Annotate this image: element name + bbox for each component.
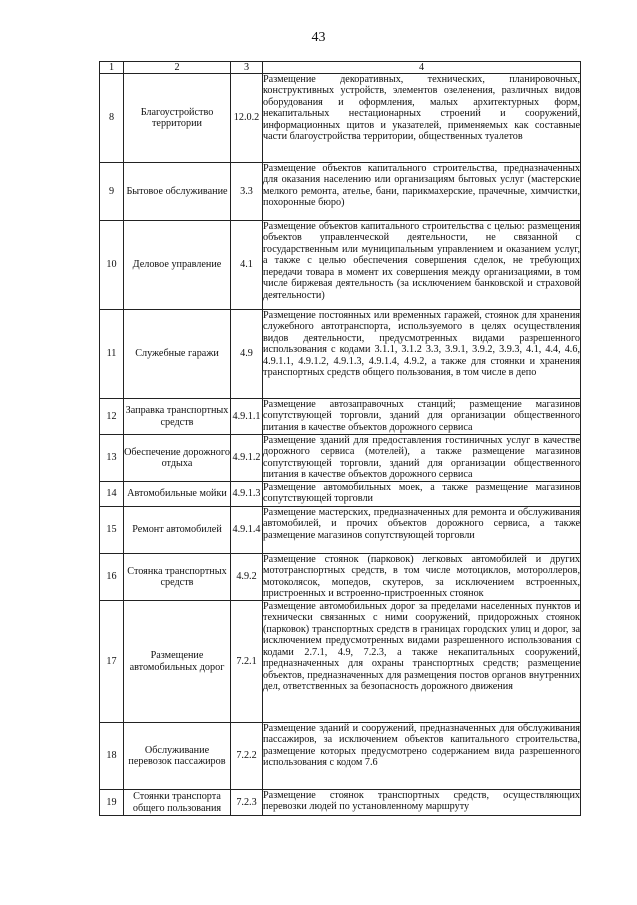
land-use-code: 7.2.1 xyxy=(231,601,263,723)
land-use-name: Заправка транспортных средств xyxy=(124,399,231,435)
header-col-1: 1 xyxy=(100,62,124,74)
table-row xyxy=(100,163,581,221)
land-use-description: Размещение постоянных или временных гаражей, стоянок для хранения служебного автотранспорта, используемого в целях осуществления видов деятельности, предусмотренных видами разрешенного использования с кодами 3.1.1, 3.1.2 3.3, 3.9.1, 3.9.2, 3.9.3, 4.1, 4.4, 4.6, 4.9.1.1, 4.9.1.2, 4.9.1.3, 4.9.1.4, 4.9.2, а также для стоянки и хранения транспортных средств общего пользования, в том числе в депо xyxy=(263,310,581,399)
land-use-name: Стоянка транспортных средств xyxy=(124,554,231,601)
table-row xyxy=(100,790,581,816)
land-use-name: Размещение автомобильных дорог xyxy=(124,601,231,723)
page-number: 43 xyxy=(311,30,326,45)
land-use-description: Размещение объектов капитального строительства с целью: размещения объектов управленческой деятельности, не связанной с государственным или муниципальным управлением и оказанием услуг, а также с целью обеспечения совершения сделок, не требующих передачи товара в момент их совершения между организациями, в том числе биржевая деятельность (за исключением банковской и страховой деятельности) xyxy=(263,221,581,310)
table-row xyxy=(100,74,581,163)
table-body xyxy=(100,74,581,816)
land-use-description: Размещение зданий и сооружений, предназначенных для обслуживания пассажиров, за исключением объектов капитального строительства, размещение которых предусмотрено содержанием вида разрешенного использования с кодом 7.6 xyxy=(263,723,581,790)
land-use-code: 4.9.2 xyxy=(231,554,263,601)
land-use-description: Размещение стоянок (парковок) легковых автомобилей и других мототранспортных средств, в том числе мотоциклов, мотороллеров, мотоколясок, мопедов, скутеров, за исключением встроенных, пристроенных и встроенно-пристроенных стоянок xyxy=(263,554,580,600)
land-use-description: Размещение зданий для предоставления гостиничных услуг в качестве дорожного сервиса (мотелей), а также размещение магазинов сопутствующей торговли, зданий для организации общественного питания в качестве объектов дорожного сервиса xyxy=(263,435,580,481)
land-use-name: Автомобильные мойки xyxy=(124,482,231,507)
table-row xyxy=(100,435,581,482)
header-col-2: 2 xyxy=(124,62,231,74)
land-use-description: Размещение автомобильных моек, а также размещение магазинов сопутствующей торговли xyxy=(263,482,581,507)
row-number: 9 xyxy=(100,163,124,221)
row-number: 14 xyxy=(100,482,124,507)
row-number: 12 xyxy=(100,399,124,435)
table-row xyxy=(100,554,581,601)
land-use-name: Благоустройство территории xyxy=(124,74,231,163)
land-use-code: 4.9.1.1 xyxy=(231,399,263,435)
row-number: 17 xyxy=(100,601,124,723)
table-row xyxy=(100,399,581,435)
row-number: 19 xyxy=(100,790,124,816)
land-use-name: Стоянки транспорта общего пользования xyxy=(124,790,231,816)
table-row xyxy=(100,482,581,507)
land-use-table xyxy=(99,61,581,816)
table-row xyxy=(100,310,581,399)
land-use-code: 4.9.1.4 xyxy=(231,507,263,554)
row-number: 18 xyxy=(100,723,124,790)
table-row xyxy=(100,221,581,310)
row-number: 10 xyxy=(100,221,124,310)
land-use-name: Служебные гаражи xyxy=(124,310,231,399)
header-col-3: 3 xyxy=(231,62,263,74)
land-use-code: 12.0.2 xyxy=(231,74,263,163)
land-use-description: Размещение автозаправочных станций; размещение магазинов сопутствующей торговли, зданий для организации общественного питания в качестве объектов дорожного сервиса xyxy=(263,399,580,433)
header-col-4: 4 xyxy=(263,62,581,74)
land-use-code: 4.9.1.2 xyxy=(231,435,263,482)
land-use-description: Размещение мастерских, предназначенных для ремонта и обслуживания автомобилей, и прочих объектов дорожного сервиса, а также размещение магазинов сопутствующей торговли xyxy=(263,507,581,554)
table-row xyxy=(100,723,581,790)
land-use-code: 7.2.2 xyxy=(231,723,263,790)
table-row xyxy=(100,601,581,723)
land-use-code: 4.1 xyxy=(231,221,263,310)
header-row xyxy=(100,62,581,74)
land-use-code: 4.9.1.3 xyxy=(231,482,263,507)
row-number: 15 xyxy=(100,507,124,554)
land-use-description: Размещение автомобильных дорог за пределами населенных пунктов и технически связанных с ними сооружений, придорожных стоянок (парковок) транспортных средств в границах городских улиц и дорог, за исключением предусмотренных видами разрешенного использования с кодами 2.7.1, 4.9, 7.2.3, а также некапитальных сооружений, предназначенных для охраны транспортных средств; размещение объектов, предназначенных для размещения постов органов внутренних дел, ответственных за безопасность дорожного движения xyxy=(263,601,581,723)
row-number: 11 xyxy=(100,310,124,399)
land-use-code: 4.9 xyxy=(231,310,263,399)
land-use-description: Размещение стоянок транспортных средств, осуществляющих перевозки людей по установленному маршруту xyxy=(263,790,581,816)
land-use-description: Размещение декоративных, технических, планировочных, конструктивных устройств, элементов озеленения, различных видов оборудования и оформления, малых архитектурных форм, некапитальных нестационарных строений и сооружений, информационных щитов и указателей, применяемых как составные части благоустройства территории, общественных туалетов xyxy=(263,74,581,163)
row-number: 8 xyxy=(100,74,124,163)
land-use-name: Обеспечение дорожного отдыха xyxy=(124,435,231,482)
land-use-name: Деловое управление xyxy=(124,221,231,310)
land-use-name: Ремонт автомобилей xyxy=(124,507,231,554)
land-use-description: Размещение объектов капитального строительства, предназначенных для оказания населению или организациям бытовых услуг (мастерские мелкого ремонта, ателье, бани, парикмахерские, прачечные, химчистки, похоронные бюро) xyxy=(263,163,581,221)
land-use-name: Бытовое обслуживание xyxy=(124,163,231,221)
table-row xyxy=(100,507,581,554)
land-use-code: 3.3 xyxy=(231,163,263,221)
land-use-code: 7.2.3 xyxy=(231,790,263,816)
row-number: 13 xyxy=(100,435,124,482)
land-use-name: Обслуживание перевозок пассажиров xyxy=(124,723,231,790)
row-number: 16 xyxy=(100,554,124,601)
